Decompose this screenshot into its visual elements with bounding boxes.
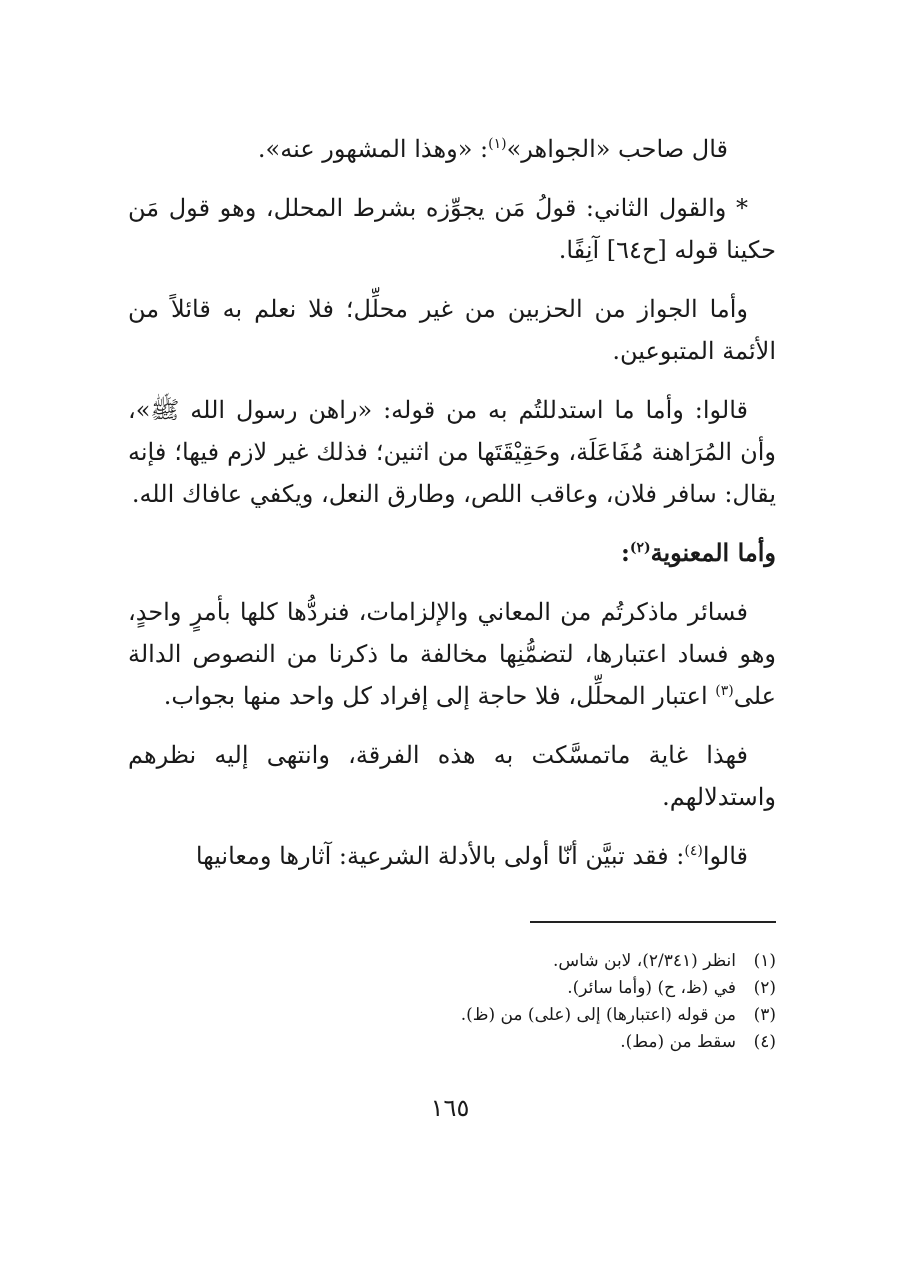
section-heading: وأما المعنوية$^{(٢)}$: bbox=[620, 538, 776, 567]
paragraph-4: قالوا: وأما ما استدللتُم به من قوله: «راهن رسول الله ﷺ»، وأن المُرَاهنة مُفَاعَلَة، وحَقِيْقَتَها من اثنين؛ فذلك غير لازم فيها؛ فإنه يقال: سافر فلان، وعاقب اللص، وطارق النعل، ويكفي عافاك الله. bbox=[128, 396, 776, 508]
footnote-ref-3: (٣) bbox=[715, 683, 734, 699]
paragraph-8: قالوا$^{(٤)}$: فقد تبيَّن أنّا أولى بالأدلة الشرعية: آثارها ومعانيها bbox=[195, 842, 748, 870]
footnote-3: (٣)من قوله (اعتبارها) إلى (على) من (ظ). bbox=[460, 1005, 776, 1025]
footnote-separator bbox=[530, 921, 776, 923]
footnote-ref-4: (٤) bbox=[684, 843, 703, 859]
paragraph-7: فهذا غاية ماتمسَّكت به هذه الفرقة، وانتهى إليه نظرهم واستدلالهم. bbox=[128, 741, 776, 811]
footnote-ref-1: (١) bbox=[488, 136, 507, 152]
paragraph-2: * والقول الثاني: قولُ مَن يجوِّزه بشرط المحلل، وهو قول مَن حكينا قوله [ح٦٤] آنِفًا. bbox=[128, 194, 776, 264]
footnote-1: (١)انظر (٢/٣٤١)، لابن شاس. bbox=[553, 951, 776, 971]
main-text bbox=[128, 128, 776, 894]
paragraph-6: فسائر ماذكرتُم من المعاني والإلزامات، فنردُّها كلها بأمرٍ واحدٍ، وهو فساد اعتبارها، لتضمُّنِها مخالفة ما ذكرنا من النصوص الدالة على$^{(٣)}$ اعتبار المحلِّل، فلا حاجة إلى إفراد كل واحد منها بجواب. bbox=[128, 598, 776, 710]
footnote-4: (٤)سقط من (مط). bbox=[620, 1032, 776, 1052]
paragraph-1: قال صاحب «الجواهر»$^{(١)}$: «وهذا المشهور عنه». bbox=[257, 135, 728, 163]
page-number: ١٦٥ bbox=[430, 1094, 470, 1122]
footnote-ref-2: (٢) bbox=[629, 540, 651, 556]
footnote-2: (٢)في (ظ، ح) (وأما سائر). bbox=[567, 978, 776, 998]
footnotes bbox=[128, 948, 776, 1056]
paragraph-3: وأما الجواز من الحزبين من غير محلِّل؛ فلا نعلم به قائلاً من الأئمة المتبوعين. bbox=[128, 295, 776, 365]
